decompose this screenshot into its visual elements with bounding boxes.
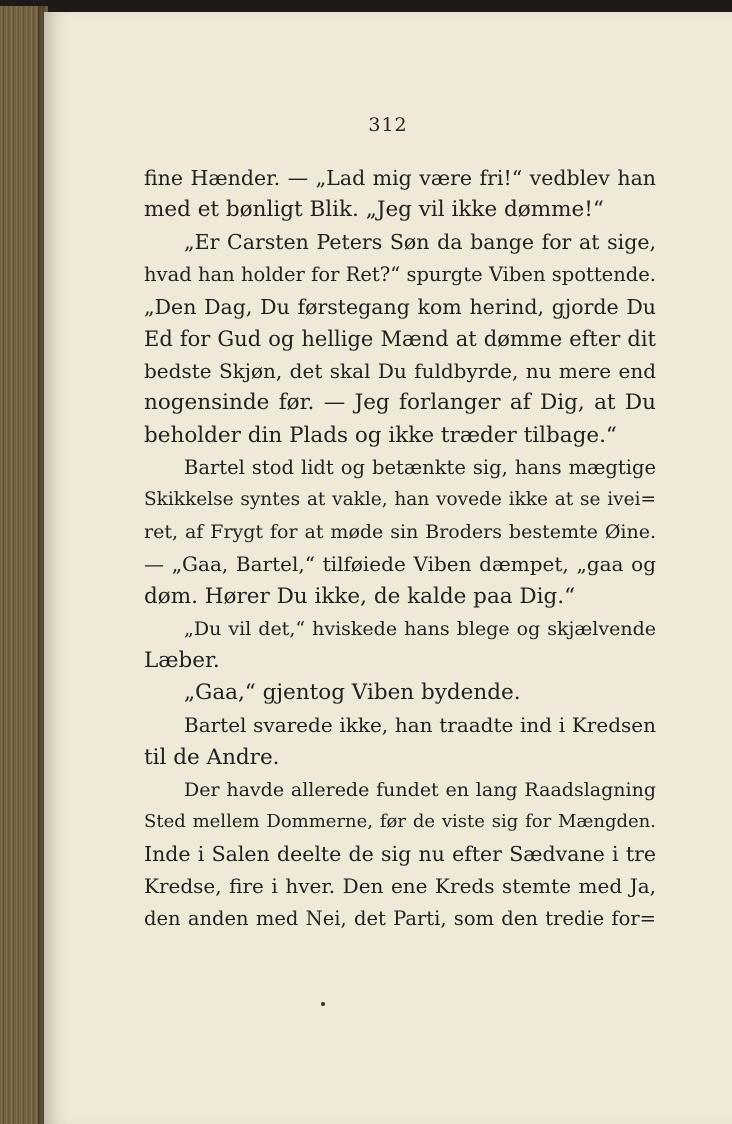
text-line: Kredse, fire i hver. Den ene Kreds stemte med Ja, [144,874,656,899]
text-line: Der havde allerede fundet en lang Raadslagning [184,778,656,801]
text-line: fine Hænder. — „Lad mig være fri!“ vedblev han [144,166,656,190]
text-line: nogensinde før. — Jeg forlanger af Dig, at Du [144,390,656,416]
text-line: — „Gaa, Bartel,“ tilføiede Viben dæmpet, „gaa og [144,552,656,577]
text-line: beholder din Plads og ikke træder tilbage.“ [144,422,617,448]
page-number: 312 [368,114,408,136]
text-line: ret, af Frygt for at møde sin Broders bestemte Øine. [144,521,656,544]
text-line: „Er Carsten Peters Søn da bange for at sige, [184,230,656,255]
text-line: døm. Hører Du ikke, de kalde paa Dig.“ [144,583,576,609]
ink-speck [321,1002,325,1006]
text-line: hvad han holder for Ret?“ spurgte Viben spottende. [144,262,656,286]
text-line: Ed for Gud og hellige Mænd at dømme efter dit [144,327,656,352]
book-page [44,12,732,1124]
text-line: „Gaa,“ gjentog Viben bydende. [184,680,521,706]
text-line: Læber. [144,648,220,674]
text-line: Sted mellem Dommerne, før de viste sig for Mængden. [144,811,656,833]
text-line: med et bønligt Blik. „Jeg vil ikke dømme!“ [144,197,604,223]
text-line: den anden med Nei, det Parti, som den tredie for= [144,906,656,930]
text-line: „Du vil det,“ hviskede hans blege og skjælvende [184,617,656,640]
text-line: til de Andre. [144,744,280,770]
text-line: bedste Skjøn, det skal Du fuldbyrde, nu mere end [144,359,656,384]
text-line: Bartel svarede ikke, han traadte ind i Kredsen [184,713,656,738]
text-line: Skikkelse syntes at vakle, han vovede ikke at se ivei= [144,489,656,511]
body-text [144,162,656,935]
text-line: Inde i Salen deelte de sig nu efter Sædvane i tre [144,842,656,867]
text-line: Bartel stod lidt og betænkte sig, hans mægtige [184,455,656,479]
text-line: „Den Dag, Du førstegang kom herind, gjorde Du [144,294,656,319]
